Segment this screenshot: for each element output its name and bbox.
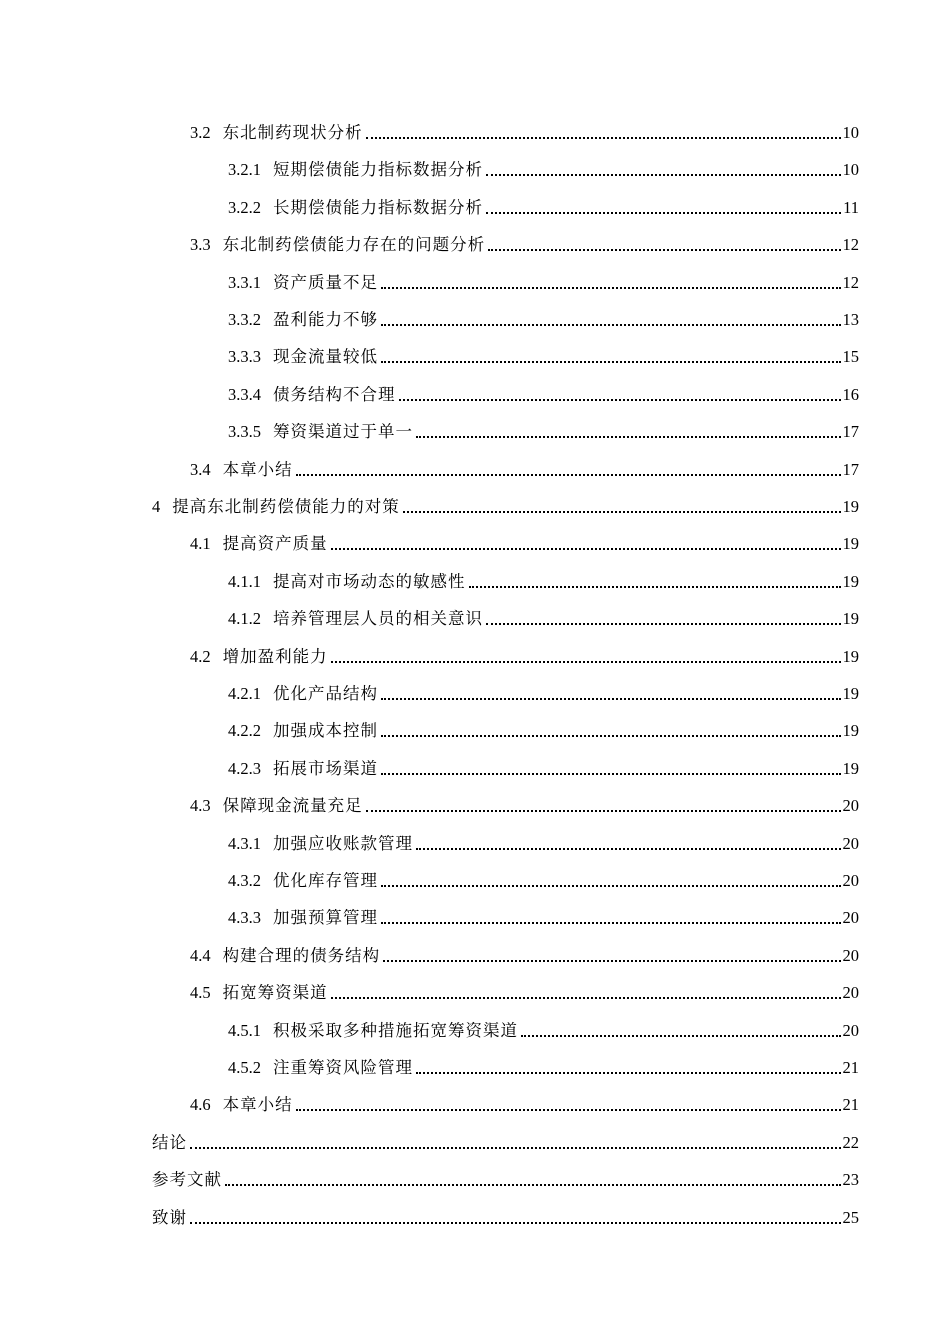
toc-entry[interactable] — [228, 338, 859, 368]
toc-entry-title: 积极采取多种措施拓宽筹资渠道 — [273, 1020, 518, 1040]
toc-entry[interactable] — [228, 563, 859, 593]
toc-entry-title: 加强应收账款管理 — [273, 833, 413, 853]
toc-entry-number: 4.5 — [190, 983, 211, 1003]
toc-entry-page: 21 — [842, 1058, 859, 1077]
toc-entry[interactable] — [228, 413, 859, 443]
toc-dot-leader — [366, 810, 841, 812]
toc-entry-page: 20 — [842, 908, 859, 928]
toc-entry-title: 提高资产质量 — [222, 534, 328, 554]
toc-dot-leader — [399, 399, 841, 401]
toc-entry-page: 19 — [842, 534, 859, 554]
toc-entry[interactable] — [190, 638, 859, 668]
toc-entry[interactable] — [152, 1199, 859, 1229]
toc-entry-page: 19 — [842, 721, 859, 741]
toc-entry-number: 4.2.1 — [228, 684, 261, 703]
toc-entry[interactable] — [228, 1012, 859, 1042]
toc-dot-leader — [381, 922, 841, 924]
toc-entry-number: 3.2.1 — [228, 160, 261, 180]
toc-entry-title: 提高东北制药偿债能力的对策 — [172, 497, 400, 516]
toc-entry-page: 15 — [842, 347, 859, 367]
toc-entry-page: 20 — [842, 983, 859, 1003]
toc-dot-leader — [381, 698, 841, 700]
toc-dot-leader — [416, 1072, 841, 1074]
toc-dot-leader — [296, 474, 841, 476]
toc-entry-number: 4.4 — [190, 945, 211, 965]
toc-dot-leader — [486, 623, 841, 625]
toc-dot-leader — [381, 773, 841, 775]
toc-entry-page: 19 — [842, 684, 859, 703]
toc-dot-leader — [488, 249, 840, 251]
toc-entry-title: 本章小结 — [222, 1095, 293, 1115]
toc-entry[interactable] — [190, 226, 859, 256]
toc-entry-number: 4.3.3 — [228, 908, 261, 928]
toc-entry-number: 4.2 — [190, 646, 211, 666]
toc-entry-page: 19 — [842, 609, 859, 629]
toc-entry-page: 19 — [842, 497, 859, 516]
toc-entry-page: 19 — [842, 571, 859, 591]
toc-entry[interactable] — [152, 488, 859, 518]
toc-entry-number: 3.3.4 — [228, 384, 261, 404]
toc-dot-leader — [416, 848, 841, 850]
toc-entry-number: 3.4 — [190, 459, 211, 479]
toc-entry-title: 拓宽筹资渠道 — [222, 983, 328, 1003]
toc-dot-leader — [521, 1035, 841, 1037]
toc-entry-title: 参考文献 — [152, 1170, 222, 1190]
toc-entry-page: 19 — [842, 758, 859, 778]
toc-entry-title: 筹资渠道过于单一 — [273, 422, 413, 442]
toc-entry-page: 11 — [843, 197, 859, 217]
toc-entry[interactable] — [228, 189, 859, 219]
toc-dot-leader — [381, 735, 841, 737]
toc-dot-leader — [381, 361, 841, 363]
toc-entry-title: 加强成本控制 — [273, 721, 378, 741]
toc-entry-number: 3.2 — [190, 123, 211, 142]
toc-entry[interactable] — [228, 899, 859, 929]
toc-entry-number: 3.3.1 — [228, 272, 261, 292]
toc-entry-number: 4.3 — [190, 796, 211, 816]
toc-entry-number: 4.3.1 — [228, 833, 261, 853]
toc-entry-page: 20 — [842, 796, 859, 816]
toc-entry[interactable] — [228, 862, 859, 892]
toc-entry-number: 4.1.2 — [228, 609, 261, 629]
toc-entry[interactable] — [228, 712, 859, 742]
toc-entry-title: 注重筹资风险管理 — [273, 1058, 413, 1077]
toc-dot-leader — [331, 548, 841, 550]
toc-entry-page: 21 — [842, 1095, 859, 1115]
toc-entry-title: 加强预算管理 — [273, 908, 378, 928]
toc-entry-page: 19 — [842, 646, 859, 666]
toc-entry-title: 长期偿债能力指标数据分析 — [273, 197, 483, 217]
toc-entry[interactable] — [190, 525, 859, 555]
toc-entry-page: 22 — [842, 1132, 859, 1152]
toc-entry-page: 20 — [842, 1020, 859, 1040]
toc-dot-leader — [383, 960, 840, 962]
toc-entry-title: 构建合理的债务结构 — [222, 945, 381, 965]
toc-entry[interactable] — [228, 750, 859, 780]
toc-dot-leader — [331, 997, 841, 999]
toc-dot-leader — [225, 1184, 841, 1186]
toc-entry-number: 4 — [152, 497, 161, 516]
toc-entry-page: 10 — [842, 160, 859, 180]
toc-entry-title: 盈利能力不够 — [273, 310, 378, 329]
toc-entry-page: 10 — [842, 123, 859, 142]
toc-entry-title: 优化产品结构 — [273, 684, 378, 703]
toc-entry-number: 3.3.2 — [228, 310, 261, 329]
toc-entry-title: 本章小结 — [222, 459, 293, 479]
toc-dot-leader — [486, 174, 841, 176]
toc-entry[interactable] — [228, 376, 859, 406]
toc-entry-title: 债务结构不合理 — [273, 384, 396, 404]
toc-entry-title: 增加盈利能力 — [222, 646, 328, 666]
toc-entry[interactable] — [228, 825, 859, 855]
toc-dot-leader — [296, 1109, 841, 1111]
toc-dot-leader — [381, 885, 841, 887]
toc-entry-title: 保障现金流量充足 — [222, 796, 363, 816]
toc-entry-number: 3.3.3 — [228, 347, 261, 367]
toc-entry-title: 现金流量较低 — [273, 347, 378, 367]
toc-entry[interactable] — [190, 974, 859, 1004]
toc-entry-number: 3.3 — [190, 235, 211, 255]
toc-entry-title: 致谢 — [152, 1207, 187, 1227]
toc-entry-title: 拓展市场渠道 — [273, 758, 378, 778]
toc-entry-page: 17 — [842, 422, 859, 442]
toc-entry[interactable] — [228, 301, 859, 331]
toc-entry-number: 4.5.2 — [228, 1058, 261, 1077]
toc-dot-leader — [331, 661, 841, 663]
toc-entry-page: 20 — [842, 833, 859, 853]
toc-entry-title: 优化库存管理 — [273, 871, 378, 890]
toc-entry[interactable] — [228, 600, 859, 630]
toc-entry-number: 4.2.2 — [228, 721, 261, 741]
toc-entry[interactable] — [152, 1124, 859, 1154]
toc-entry-page: 17 — [842, 459, 859, 479]
toc-entry-page: 12 — [842, 235, 859, 255]
toc-dot-leader — [416, 436, 841, 438]
toc-entry-page: 20 — [842, 871, 859, 890]
toc-entry[interactable] — [228, 675, 859, 705]
toc-entry-title: 结论 — [152, 1132, 187, 1152]
toc-entry-number: 4.5.1 — [228, 1020, 261, 1040]
toc-entry[interactable] — [152, 1161, 859, 1191]
toc-entry-page: 25 — [842, 1207, 859, 1227]
toc-dot-leader — [381, 324, 841, 326]
toc-dot-leader — [190, 1147, 841, 1149]
toc-entry[interactable] — [190, 114, 859, 144]
toc-entry-number: 4.1.1 — [228, 571, 261, 591]
toc-entry-title: 提高对市场动态的敏感性 — [273, 571, 466, 591]
toc-dot-leader — [486, 212, 841, 214]
toc-entry[interactable] — [190, 1086, 859, 1116]
toc-entry-title: 东北制药现状分析 — [222, 123, 363, 142]
toc-entry-page: 23 — [842, 1170, 859, 1190]
toc-entry-page: 12 — [842, 272, 859, 292]
toc-entry-number: 3.3.5 — [228, 422, 261, 442]
toc-entry-page: 13 — [842, 310, 859, 329]
toc-entry-number: 3.2.2 — [228, 197, 261, 217]
toc-entry-title: 培养管理层人员的相关意识 — [273, 609, 483, 629]
toc-dot-leader — [190, 1222, 841, 1224]
toc-dot-leader — [403, 511, 841, 513]
toc-entry-number: 4.3.2 — [228, 871, 261, 890]
toc-entry-title: 资产质量不足 — [273, 272, 378, 292]
toc-entry[interactable] — [190, 937, 859, 967]
toc-entry-title: 短期偿债能力指标数据分析 — [273, 160, 483, 180]
toc-entry[interactable] — [228, 264, 859, 294]
toc-entry[interactable] — [190, 787, 859, 817]
toc-entry-number: 4.2.3 — [228, 758, 261, 778]
toc-entry[interactable] — [228, 1049, 859, 1079]
toc-entry[interactable] — [190, 451, 859, 481]
toc-entry-number: 4.6 — [190, 1095, 211, 1115]
toc-entry[interactable] — [228, 151, 859, 181]
toc-entry-page: 16 — [842, 384, 859, 404]
toc-dot-leader — [366, 137, 841, 139]
toc-entry-title: 东北制药偿债能力存在的问题分析 — [222, 235, 486, 255]
toc-dot-leader — [381, 287, 841, 289]
toc-entry-number: 4.1 — [190, 534, 211, 554]
toc-entry-page: 20 — [842, 945, 859, 965]
toc-dot-leader — [469, 586, 841, 588]
